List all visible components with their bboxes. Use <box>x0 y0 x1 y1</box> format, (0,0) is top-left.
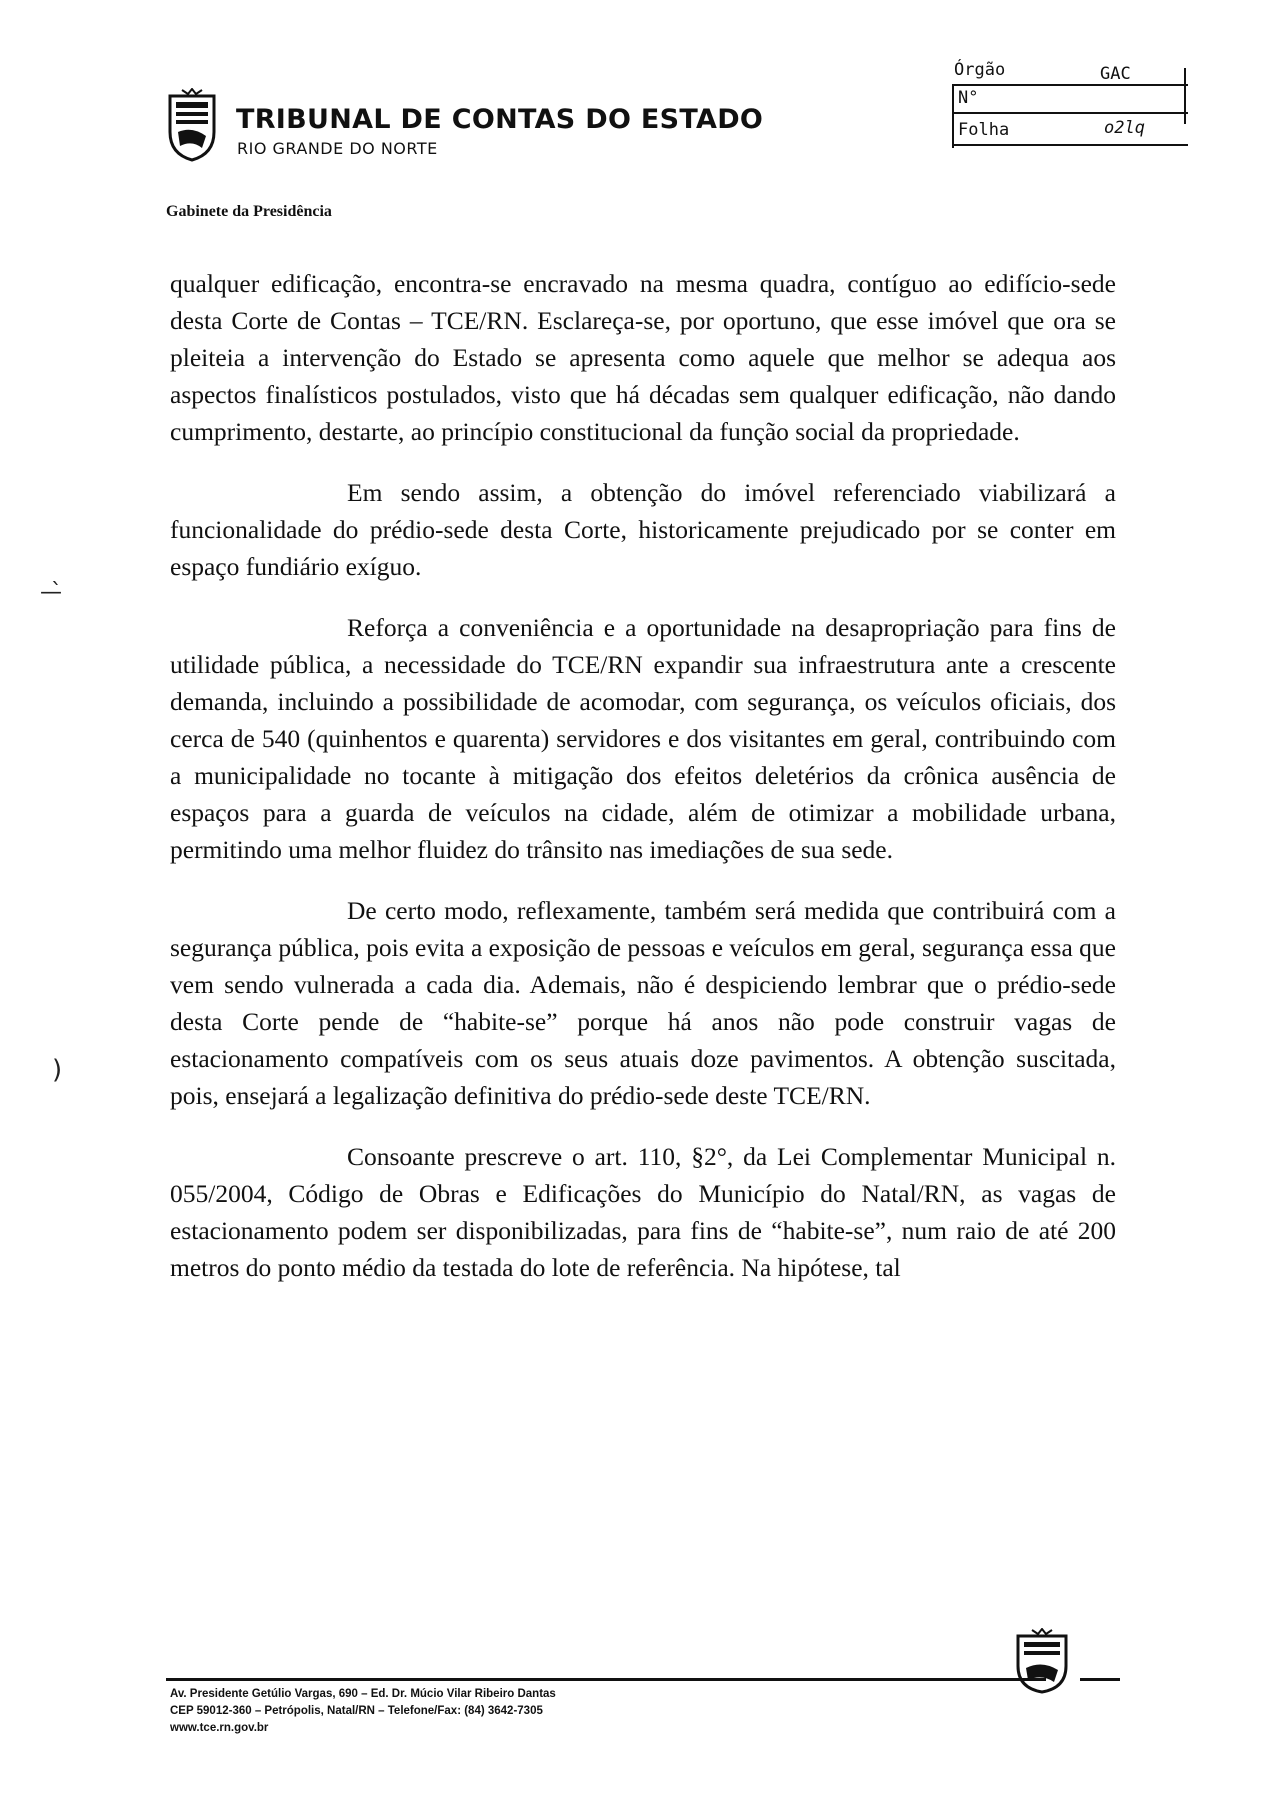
address-line-1: Av. Presidente Getúlio Vargas, 690 – Ed. Dr. Múcio Vilar Ribeiro Dantas <box>170 1688 556 1700</box>
paragraph-3: Reforça a conveniência e a oportunidade na desapropriação para fins de utilidade pública, a necessidade do TCE/RN expandir sua infraestrutura ante a crescente demanda, incluindo a possibilidade de acomodar, com segurança, os veículos oficiais, dos cerca de 540 (quinhentos e quarenta) servidores e dos visitantes em geral, contribuindo com a municipalidade no tocante à mitigação dos efeitos deletérios da crônica ausência de espaços para a guarda de veículos na cidade, além de otimizar a mobilidade urbana, permitindo uma melhor fluidez do trânsito nas imediações de sua sede. <box>170 613 1116 864</box>
paragraph-5: Consoante prescreve o art. 110, §2°, da Lei Complementar Municipal n. 055/2004, Código de Obras e Edificações do Município do Natal/RN, as vagas de estacionamento podem ser disponibilizadas, para fins de “habite-se”, num raio de até 200 metros do ponto médio da testada do lote de referência. Na hipótese, tal <box>170 1142 1116 1282</box>
margin-punch-mark: —̀ <box>40 580 62 605</box>
tce-rn-footer-logo-icon <box>1012 1628 1072 1694</box>
orgao-value: GAC <box>1100 64 1131 84</box>
footer-divider <box>166 1678 1046 1681</box>
office-name: Gabinete da Presidência <box>166 203 332 220</box>
tce-rn-crest-icon <box>162 88 222 162</box>
footer-address <box>170 1686 556 1737</box>
institution-state: RIO GRANDE DO NORTE <box>237 139 438 158</box>
orgao-label: Órgão <box>954 60 1006 80</box>
folha-value: o2lq <box>1104 118 1145 138</box>
paragraph-4: De certo modo, reflexamente, também será medida que contribuirá com a segurança pública, pois evita a exposição de pessoas e veículos em geral, segurança essa que vem sendo vulnerada a cada dia. Ademais, não é despiciendo lembrar que o prédio-sede desta Corte pende de “habite-se” porque há anos não pode construir vagas de estacionamento compatíveis com os seus atuais doze pavimentos. A obtenção suscitada, pois, ensejará a legalização definitiva do prédio-sede deste TCE/RN. <box>170 896 1116 1110</box>
folha-label: Folha <box>958 120 1010 140</box>
paragraph-1: qualquer edificação, encontra-se encravado na mesma quadra, contíguo ao edifício-sede desta Corte de Contas – TCE/RN. Esclareça-se, por oportuno, que esse imóvel que ora se pleiteia a intervenção do Estado se apresenta como aquele que melhor se adequa aos aspectos finalísticos postulados, visto que há décadas sem qualquer edificação, não dando cumprimento, destarte, ao princípio constitucional da função social da propriedade. <box>170 269 1116 446</box>
document-body <box>170 265 1116 1310</box>
institution-name: TRIBUNAL DE CONTAS DO ESTADO <box>236 104 764 135</box>
website-link[interactable]: www.tce.rn.gov.br <box>170 1722 269 1734</box>
address-line-2: CEP 59012-360 – Petrópolis, Natal/RN – Telefone/Fax: (84) 3642-7305 <box>170 1705 543 1717</box>
margin-punch-mark: ) <box>52 1055 63 1085</box>
protocol-stamp <box>952 60 1188 150</box>
footer-divider-short <box>1080 1678 1120 1681</box>
numero-label: N° <box>958 88 979 108</box>
paragraph-2: Em sendo assim, a obtenção do imóvel referenciado viabilizará a funcionalidade do prédio-sede desta Corte, historicamente prejudicado por se conter em espaço fundiário exíguo. <box>170 478 1116 581</box>
